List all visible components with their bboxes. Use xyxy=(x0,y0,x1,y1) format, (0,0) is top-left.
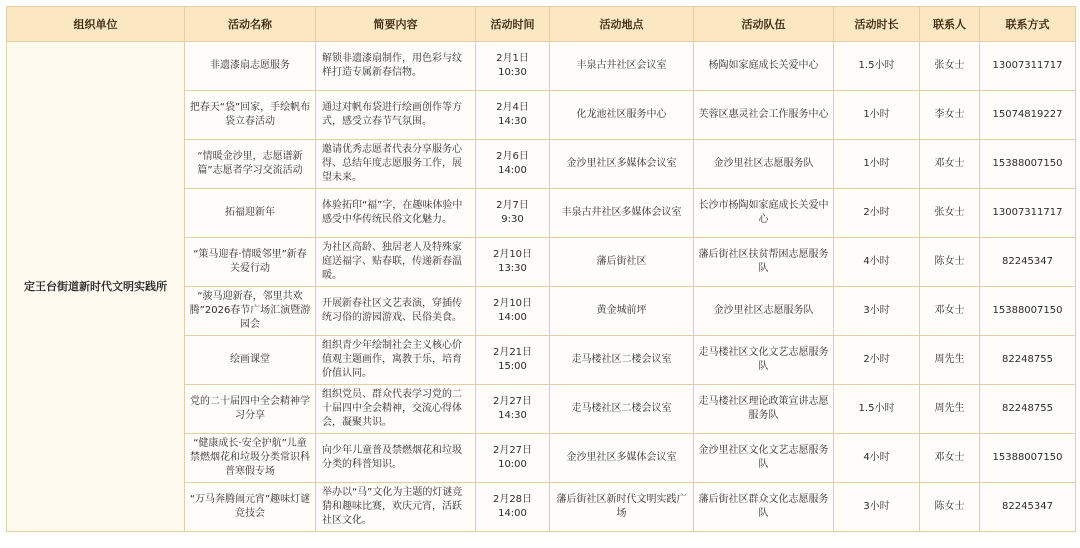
summary-cell: 向少年儿童普及禁燃烟花和垃圾分类的科普知识。 xyxy=(316,434,476,483)
time-cell xyxy=(476,42,550,91)
date-text: 2月4日 xyxy=(496,102,529,113)
location-cell: 金沙里社区多媒体会议室 xyxy=(550,434,694,483)
time-text: 10:30 xyxy=(498,67,527,78)
duration-cell: 4小时 xyxy=(834,434,920,483)
time-text: 14:30 xyxy=(498,410,527,421)
phone-cell: 82245347 xyxy=(980,238,1076,287)
location-cell: 金沙里社区多媒体会议室 xyxy=(550,140,694,189)
activity-name-cell: “情暖金沙里，志愿谱新篇”志愿者学习交流活动 xyxy=(185,140,316,189)
team-cell: 金沙里社区文化文艺志愿服务队 xyxy=(694,434,834,483)
phone-cell: 15074819227 xyxy=(980,91,1076,140)
time-cell xyxy=(476,189,550,238)
date-text: 2月7日 xyxy=(496,200,529,211)
date-text: 2月27日 xyxy=(492,396,533,407)
contact-cell: 邓女士 xyxy=(920,434,980,483)
contact-cell: 周先生 xyxy=(920,385,980,434)
summary-cell: 为社区高龄、独居老人及特殊家庭送福字、贴春联，传递新春温暖。 xyxy=(316,238,476,287)
date-text: 2月21日 xyxy=(492,347,533,358)
header-phone: 联系方式 xyxy=(980,7,1076,42)
contact-cell: 李女士 xyxy=(920,91,980,140)
contact-cell: 张女士 xyxy=(920,42,980,91)
summary-cell: 通过对帆布袋进行绘画创作等方式，感受立春节气氛围。 xyxy=(316,91,476,140)
team-cell: 金沙里社区志愿服务队 xyxy=(694,287,834,336)
summary-cell: 组织党员、群众代表学习党的二十届四中全会精神，交流心得体会，凝聚共识。 xyxy=(316,385,476,434)
summary-cell: 体验拓印“福”字，在趣味体验中感受中华传统民俗文化魅力。 xyxy=(316,189,476,238)
time-text: 14:00 xyxy=(498,165,527,176)
location-cell: 丰泉古井社区多媒体会议室 xyxy=(550,189,694,238)
date-text: 2月1日 xyxy=(496,53,529,64)
header-summary: 简要内容 xyxy=(316,7,476,42)
header-activity-name: 活动名称 xyxy=(185,7,316,42)
header-org: 组织单位 xyxy=(7,7,185,42)
activity-name-cell: 绘画课堂 xyxy=(185,336,316,385)
time-text: 10:00 xyxy=(498,459,527,470)
phone-cell: 82245347 xyxy=(980,483,1076,532)
activity-name-cell: 把春天“袋”回家，手绘帆布袋立春活动 xyxy=(185,91,316,140)
duration-cell: 2小时 xyxy=(834,336,920,385)
header-team: 活动队伍 xyxy=(694,7,834,42)
duration-cell: 1.5小时 xyxy=(834,385,920,434)
header-location: 活动地点 xyxy=(550,7,694,42)
duration-cell: 1小时 xyxy=(834,140,920,189)
duration-cell: 2小时 xyxy=(834,189,920,238)
date-text: 2月28日 xyxy=(492,494,533,505)
contact-cell: 陈女士 xyxy=(920,238,980,287)
phone-cell: 15388007150 xyxy=(980,140,1076,189)
time-text: 13:30 xyxy=(498,263,527,274)
activity-schedule-table xyxy=(6,6,1076,532)
time-cell xyxy=(476,238,550,287)
duration-cell: 1.5小时 xyxy=(834,42,920,91)
location-cell: 丰泉古井社区会议室 xyxy=(550,42,694,91)
date-text: 2月27日 xyxy=(492,445,533,456)
location-cell: 黄金城前坪 xyxy=(550,287,694,336)
header-contact: 联系人 xyxy=(920,7,980,42)
team-cell: 走马楼社区文化文艺志愿服务队 xyxy=(694,336,834,385)
phone-cell: 82248755 xyxy=(980,336,1076,385)
activity-name-cell: 非遗漆扇志愿服务 xyxy=(185,42,316,91)
duration-cell: 3小时 xyxy=(834,483,920,532)
date-text: 2月10日 xyxy=(492,298,533,309)
phone-cell: 82248755 xyxy=(980,385,1076,434)
summary-cell: 组织青少年绘制社会主义核心价值观主题画作，寓教于乐，培育价值认同。 xyxy=(316,336,476,385)
table-row xyxy=(7,42,1076,91)
summary-cell: 解锁非遗漆扇制作，用色彩与纹样打造专属新春信物。 xyxy=(316,42,476,91)
location-cell: 走马楼社区二楼会议室 xyxy=(550,336,694,385)
duration-cell: 4小时 xyxy=(834,238,920,287)
date-text: 2月6日 xyxy=(496,151,529,162)
time-text: 14:00 xyxy=(498,312,527,323)
team-cell: 金沙里社区志愿服务队 xyxy=(694,140,834,189)
header-duration: 活动时长 xyxy=(834,7,920,42)
activity-name-cell: “骏马迎新春，邻里共欢腾”2026春节广场汇演暨游园会 xyxy=(185,287,316,336)
location-cell: 走马楼社区二楼会议室 xyxy=(550,385,694,434)
time-cell xyxy=(476,434,550,483)
phone-cell: 13007311717 xyxy=(980,42,1076,91)
team-cell: 长沙市杨陶如家庭成长关爱中心 xyxy=(694,189,834,238)
location-cell: 藩后街社区新时代文明实践广场 xyxy=(550,483,694,532)
activity-name-cell: 拓福迎新年 xyxy=(185,189,316,238)
team-cell: 杨陶如家庭成长关爱中心 xyxy=(694,42,834,91)
time-cell xyxy=(476,140,550,189)
time-cell xyxy=(476,91,550,140)
phone-cell: 15388007150 xyxy=(980,434,1076,483)
duration-cell: 3小时 xyxy=(834,287,920,336)
date-text: 2月10日 xyxy=(492,249,533,260)
header-time: 活动时间 xyxy=(476,7,550,42)
time-cell xyxy=(476,385,550,434)
location-cell: 化龙池社区服务中心 xyxy=(550,91,694,140)
time-text: 15:00 xyxy=(498,361,527,372)
duration-cell: 1小时 xyxy=(834,91,920,140)
org-cell: 定王台街道新时代文明实践所 xyxy=(7,42,185,532)
summary-cell: 开展新春社区文艺表演，穿插传统习俗的游园游戏、民俗美食。 xyxy=(316,287,476,336)
time-cell xyxy=(476,287,550,336)
team-cell: 藩后街社区扶贫帮困志愿服务队 xyxy=(694,238,834,287)
team-cell: 芙蓉区惠灵社会工作服务中心 xyxy=(694,91,834,140)
table-body xyxy=(7,42,1076,532)
team-cell: 走马楼社区理论政策宣讲志愿服务队 xyxy=(694,385,834,434)
time-cell xyxy=(476,483,550,532)
summary-cell: 邀请优秀志愿者代表分享服务心得、总结年度志愿服务工作，展望未来。 xyxy=(316,140,476,189)
time-text: 14:30 xyxy=(498,116,527,127)
activity-name-cell: “健康成长·安全护航”儿童禁燃烟花和垃圾分类常识科普寒假专场 xyxy=(185,434,316,483)
phone-cell: 15388007150 xyxy=(980,287,1076,336)
header-row xyxy=(7,7,1076,42)
time-text: 14:00 xyxy=(498,508,527,519)
time-cell xyxy=(476,336,550,385)
activity-name-cell: 党的二十届四中全会精神学习分享 xyxy=(185,385,316,434)
contact-cell: 张女士 xyxy=(920,189,980,238)
contact-cell: 邓女士 xyxy=(920,140,980,189)
activity-name-cell: “万马奔腾闹元宵”趣味灯谜竞技会 xyxy=(185,483,316,532)
time-text: 9:30 xyxy=(501,214,524,225)
phone-cell: 13007311717 xyxy=(980,189,1076,238)
summary-cell: 举办以“马”文化为主题的灯谜竞猜和趣味比赛，欢庆元宵，活跃社区文化。 xyxy=(316,483,476,532)
location-cell: 藩后街社区 xyxy=(550,238,694,287)
contact-cell: 周先生 xyxy=(920,336,980,385)
contact-cell: 邓女士 xyxy=(920,287,980,336)
team-cell: 藩后街社区群众文化志愿服务队 xyxy=(694,483,834,532)
activity-name-cell: “策马迎春·情暖邻里”新春关爱行动 xyxy=(185,238,316,287)
contact-cell: 陈女士 xyxy=(920,483,980,532)
